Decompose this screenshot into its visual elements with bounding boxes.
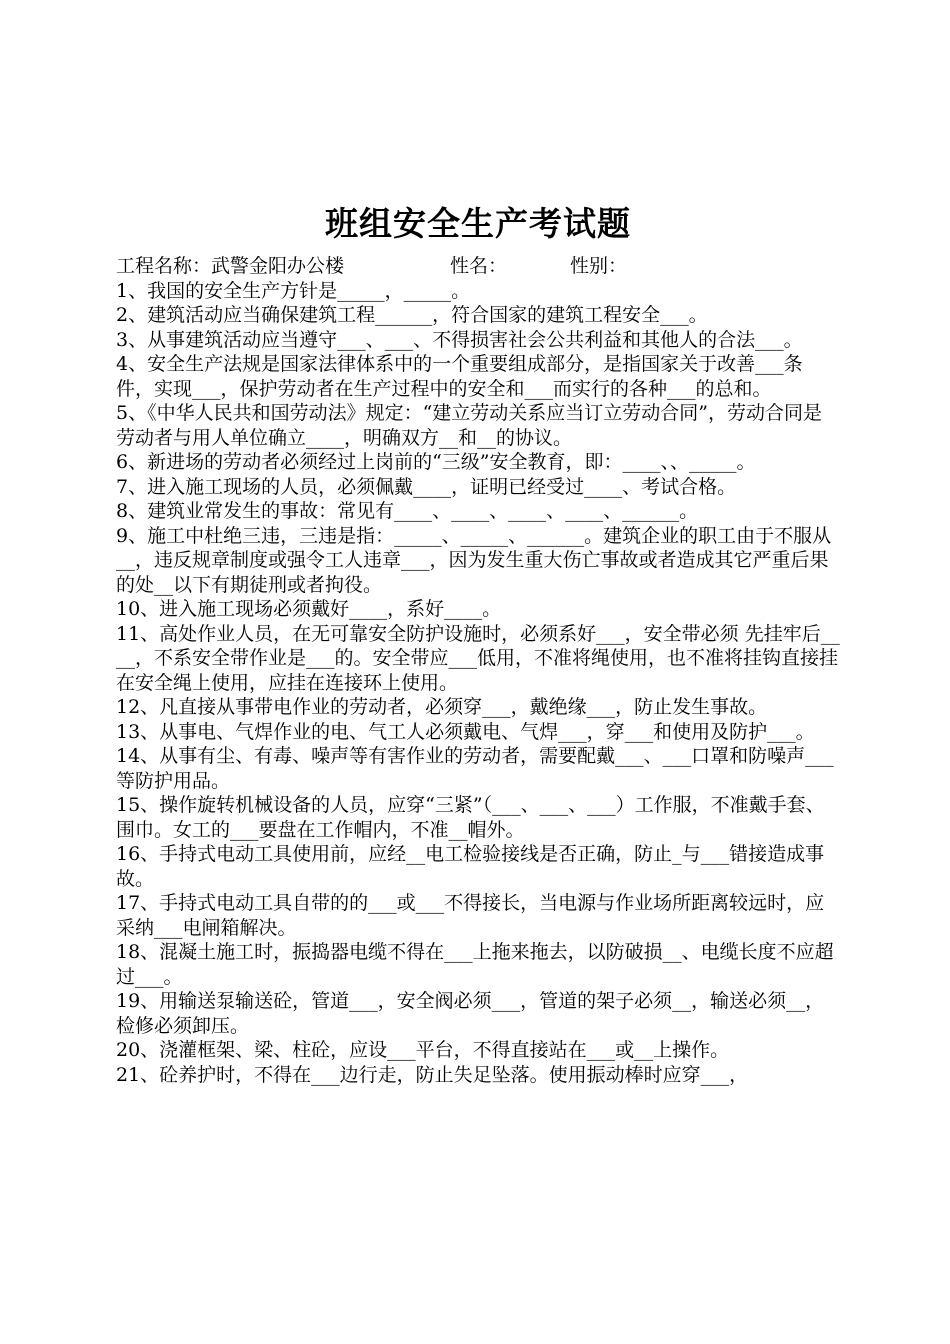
- question-10: 10、进入施工现场必须戴好____，系好____。: [116, 598, 502, 620]
- question-7: 7、进入施工现场的人员，必须佩戴____，证明已经受过____、考试合格。: [116, 475, 737, 498]
- question-16: 16、手持式电动工具使用前，应经__电工检验接线是否正确，防止_与___错接造成事故。: [116, 843, 825, 890]
- question-17: 17、手持式电动工具自带的的___或___不得接长，当电源与作业场所距离较远时，应采纳___电闸箱解决。: [116, 892, 825, 939]
- question-21: 21、砼养护时，不得在___边行走，防止失足坠落。使用振动棒时应穿___，: [116, 1063, 749, 1086]
- question-18: 18、混凝土施工时，振捣器电缆不得在___上拖来拖去，以防破损__、电缆长度不应超过___。: [116, 941, 834, 988]
- project-name-label: 工程名称：武警金阳办公楼: [116, 255, 345, 277]
- exam-header: [116, 254, 840, 279]
- question-19: 19、用输送泵输送砼，管道___，安全阀必须___，管道的架子必须__，输送必须__，检修必须卸压。: [116, 990, 825, 1037]
- question-5: 5、《中华人民共和国劳动法》规定：“建立劳动关系应当订立劳动合同”，劳动合同是劳动者与用人单位确立____，明确双方__和__的协议。: [116, 402, 823, 449]
- question-list: [116, 279, 840, 1088]
- question-12: 12、凡直接从事带电作业的劳动者，必须穿___，戴绝缘___，防止发生事故。: [116, 696, 768, 718]
- question-1: 1、我国的安全生产方针是_____，_____。: [116, 279, 471, 302]
- question-14: 14、从事有尘、有毒、噪声等有害作业的劳动者，需要配戴___、___口罩和防噪声___等防护用品。: [116, 745, 834, 792]
- question-11: 11、高处作业人员，在无可靠安全防护设施时，必须系好___，安全带必须 先挂牢后____，不系安全带作业是___的。安全带应___低用，不准将绳使用，也不准将挂钩直接挂在安全绳上使用，应挂在连接环上使用。: [116, 622, 840, 694]
- exam-page: [116, 200, 840, 1087]
- question-3: 3、从事建筑活动应当遵守___、___、不得损害社会公共利益和其他人的合法___。: [116, 328, 803, 351]
- question-13: 13、从事电、气焊作业的电、气工人必须戴电、气焊___，穿___和使用及防护___。: [116, 720, 815, 743]
- question-2: 2、建筑活动应当确保建筑工程______，符合国家的建筑工程安全___。: [116, 304, 708, 326]
- question-8: 8、建筑业常发生的事故：常见有____、____、____、____、______。: [116, 500, 699, 522]
- question-15: 15、操作旋转机械设备的人员，应穿“三紧”（___、___、___）工作服，不准戴手套、围巾。女工的___要盘在工作帽内，不准__帽外。: [116, 794, 825, 841]
- page-title: 班组安全生产考试题: [325, 204, 631, 243]
- question-4: 4、安全生产法规是国家法律体系中的一个重要组成部分，是指国家关于改善___条件，实现___，保护劳动者在生产过程中的安全和___而实行的各种___的总和。: [116, 353, 803, 400]
- question-6: 6、新进场的劳动者必须经过上岗前的“三级”安全教育，即：____、、_____。: [116, 451, 756, 473]
- name-label: 性名：: [450, 255, 508, 277]
- question-20: 20、浇灌框架、梁、柱砼，应设___平台，不得直接站在___或__上操作。: [116, 1039, 730, 1061]
- gender-label: 性别：: [570, 255, 628, 277]
- question-9: 9、施工中杜绝三违，三违是指：_____、_____、______。建筑企业的职工由于不服从__，违反规章制度或强令工人违章___，因为发生重大伤亡事故或者造成其它严重后果的处__以下有期徒刑或者拘役。: [116, 524, 832, 596]
